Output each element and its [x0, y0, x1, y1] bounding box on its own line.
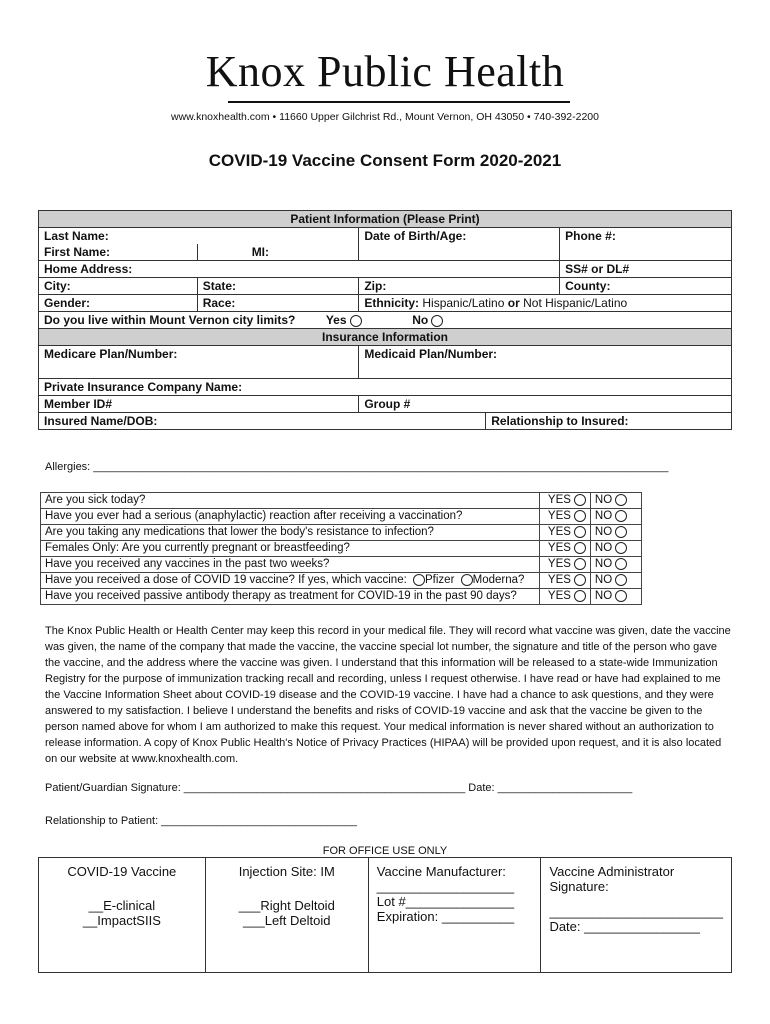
city-limits-yes-label: Yes [325, 313, 347, 327]
question-text: Have you ever had a serious (anaphylactic) reaction after receiving a vaccination? [41, 509, 540, 525]
ethnicity-option-hispanic[interactable]: Hispanic/Latino [422, 296, 505, 310]
pfizer-radio[interactable] [413, 574, 425, 586]
manufacturer-label: Vaccine Manufacturer: [376, 864, 506, 879]
yes-radio[interactable] [574, 590, 586, 602]
last-name-field[interactable]: Last Name: [39, 228, 359, 245]
question-row [41, 541, 642, 557]
injection-site-label: Injection Site: IM [238, 864, 335, 879]
consent-paragraph: The Knox Public Health or Health Center may keep this record in your medical file. They will record what vaccine was given, date the vaccine was given, the name of the company that made the vaccine, the vaccine special lot number, the signature and title of the person who gave the vaccine, and the address where the vaccine was given. I understand that this information will be released to a state-wide Immunization Registry for the purpose of immunization tracking recall and recording, unless I request otherwise. I have read or have had explained to me the Vaccine Information Sheet about COVID-19 disease and the COVID-19 vaccine. I have had a chance to ask questions, and they were answered to my satisfaction. I believe I understand the benefits and risks of COVID-19 vaccine and ask that the vaccine be given to the person named above for whom I am authorized to make this request. Your medical information is never shared without an authorization to release information. A copy of Knox Public Health's Notice of Privacy Practices (HIPAA) will be provided upon request, and it is also located on our website at www.knoxhealth.com. [45, 625, 731, 765]
home-address-field[interactable]: Home Address: [39, 261, 560, 278]
question-row [41, 557, 642, 573]
question-row [41, 589, 642, 605]
injection-site-cell [205, 858, 368, 973]
dob-age-field[interactable]: Date of Birth/Age: [359, 228, 560, 261]
lot-field[interactable]: Lot #_______________ [376, 894, 515, 909]
first-name-field[interactable]: First Name: [39, 244, 198, 261]
moderna-label: Moderna? [472, 574, 525, 586]
private-insurance-field[interactable]: Private Insurance Company Name: [39, 379, 732, 396]
city-field[interactable]: City: [39, 278, 198, 295]
medicaid-field[interactable]: Medicaid Plan/Number: [359, 346, 732, 379]
city-limits-question: Do you live within Mount Vernon city limits? [44, 313, 296, 327]
race-field[interactable]: Race: [197, 295, 359, 312]
vaccine-label: COVID-19 Vaccine [67, 864, 177, 879]
form-title: COVID-19 Vaccine Consent Form 2020-2021 [208, 151, 562, 170]
city-limits-no-radio[interactable] [431, 315, 443, 327]
question-text: Have you received passive antibody therapy as treatment for COVID-19 in the past 90 days? [41, 589, 540, 605]
medicare-field[interactable]: Medicare Plan/Number: [39, 346, 359, 379]
yes-label: YES [547, 590, 571, 602]
administrator-date-field[interactable]: Date: ________________ [549, 919, 700, 934]
no-radio[interactable] [615, 558, 627, 570]
group-field[interactable]: Group # [359, 396, 732, 413]
yes-label: YES [547, 510, 571, 522]
yes-radio[interactable] [574, 526, 586, 538]
question-row [41, 573, 642, 589]
question-text: Have you received any vaccines in the past two weeks? [41, 557, 540, 573]
no-radio[interactable] [615, 574, 627, 586]
no-label: NO [594, 526, 613, 538]
org-logo: Knox Public Health [205, 47, 565, 96]
allergies-line[interactable]: Allergies: ______________________________________________________________________________________________ [45, 461, 669, 473]
yes-label: YES [547, 574, 571, 586]
yes-radio[interactable] [574, 542, 586, 554]
question-text: Are you sick today? [41, 493, 540, 509]
yes-radio[interactable] [574, 510, 586, 522]
right-deltoid-option[interactable]: ___Right Deltoid [238, 898, 335, 913]
no-radio[interactable] [615, 510, 627, 522]
left-deltoid-option[interactable]: ___Left Deltoid [243, 913, 331, 928]
city-limits-yes-radio[interactable] [350, 315, 362, 327]
moderna-radio[interactable] [461, 574, 473, 586]
insured-name-field[interactable]: Insured Name/DOB: [39, 413, 486, 430]
city-limits-no-label: No [412, 313, 429, 327]
question-text: Females Only: Are you currently pregnant or breastfeeding? [41, 541, 540, 557]
administrator-signature-line[interactable]: ________________________ [549, 904, 723, 919]
gender-field[interactable]: Gender: [39, 295, 198, 312]
org-contact: www.knoxhealth.com • 11660 Upper Gilchrist Rd., Mount Vernon, OH 43050 • 740-392-2200 [171, 111, 599, 123]
city-limits-row [39, 312, 732, 329]
ethnicity-label: Ethnicity: [364, 296, 420, 310]
vaccine-cell [39, 858, 206, 973]
no-label: NO [594, 574, 613, 586]
no-radio[interactable] [615, 494, 627, 506]
no-label: NO [594, 510, 613, 522]
yes-label: YES [547, 526, 571, 538]
yes-label: YES [547, 542, 571, 554]
expiration-field[interactable]: Expiration: __________ [376, 909, 515, 924]
insurance-info-header: Insurance Information [39, 329, 732, 346]
logo-underline [228, 101, 570, 103]
ethnicity-field [359, 295, 732, 312]
administrator-cell [541, 858, 732, 973]
patient-info-table [38, 210, 732, 430]
phone-field[interactable]: Phone #: [560, 228, 732, 261]
no-label: NO [594, 494, 613, 506]
mi-field[interactable]: MI: [197, 244, 359, 261]
ethnicity-or: or [507, 296, 520, 310]
ss-dl-field[interactable]: SS# or DL# [560, 261, 732, 278]
no-label: NO [594, 590, 613, 602]
pfizer-label: Pfizer [425, 574, 455, 586]
yes-label: YES [547, 494, 571, 506]
yes-radio[interactable] [574, 494, 586, 506]
ethnicity-option-not-hispanic[interactable]: Not Hispanic/Latino [523, 296, 628, 310]
relationship-line[interactable]: Relationship to Patient: ________________________________ [45, 815, 357, 827]
health-questions-table [40, 492, 642, 605]
no-radio[interactable] [615, 590, 627, 602]
no-label: NO [594, 558, 613, 570]
zip-field[interactable]: Zip: [359, 278, 560, 295]
yes-label: YES [547, 558, 571, 570]
question-row [41, 525, 642, 541]
signature-line[interactable]: Patient/Guardian Signature: ______________________________________________ Date: ______________________ [45, 782, 633, 794]
no-radio[interactable] [615, 542, 627, 554]
impactsiis-option[interactable]: __ImpactSIIS [82, 913, 161, 928]
question-text: Have you received a dose of COVID 19 vaccine? If yes, which vaccine: [45, 574, 407, 586]
no-radio[interactable] [615, 526, 627, 538]
county-field[interactable]: County: [560, 278, 732, 295]
office-use-header: FOR OFFICE USE ONLY [322, 845, 448, 857]
question-row [41, 493, 642, 509]
eclinical-option[interactable]: __E-clinical [88, 898, 156, 913]
relationship-insured-field[interactable]: Relationship to Insured: [486, 413, 732, 430]
manufacturer-line[interactable]: ___________________ [376, 879, 515, 894]
member-id-field[interactable]: Member ID# [39, 396, 359, 413]
patient-info-header: Patient Information (Please Print) [39, 211, 732, 228]
question-text: Are you taking any medications that lower the body's resistance to infection? [41, 525, 540, 541]
yes-radio[interactable] [574, 558, 586, 570]
manufacturer-cell [368, 858, 541, 973]
state-field[interactable]: State: [197, 278, 359, 295]
yes-radio[interactable] [574, 574, 586, 586]
office-use-table [38, 857, 732, 973]
no-label: NO [594, 542, 613, 554]
question-row [41, 509, 642, 525]
administrator-label: Vaccine Administrator Signature: [549, 864, 675, 894]
